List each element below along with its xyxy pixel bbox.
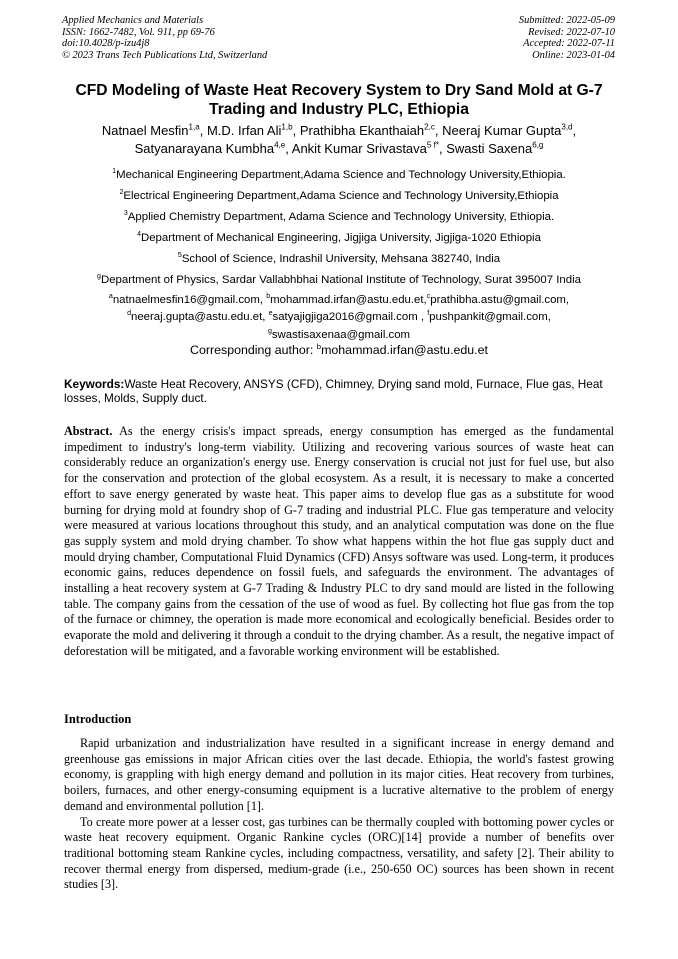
author-affil-marker: 1,a	[188, 122, 200, 132]
email-marker: a	[108, 293, 113, 300]
affiliation-text: Applied Chemistry Department, Adama Science and Technology University, Ethiopia.	[127, 210, 555, 223]
email-line-2	[40, 307, 638, 324]
author-separator: ,	[572, 123, 577, 138]
journal-doi: doi:10.4028/p-izu4j8	[62, 38, 150, 50]
date-revised: Revised: 2022-07-10	[528, 26, 615, 38]
email-marker: f	[427, 310, 430, 318]
journal-info	[62, 15, 267, 61]
email-marker: b	[266, 293, 271, 300]
author-emails	[40, 290, 638, 342]
affiliation-marker: 5	[177, 252, 182, 259]
date-submitted: Submitted: 2022-05-09	[518, 15, 615, 26]
affiliation-marker: 4	[137, 231, 141, 238]
affiliation	[20, 266, 658, 287]
email-g: swastisaxenaa@gmail.com	[271, 328, 411, 341]
affiliation	[20, 182, 658, 203]
title-line-1: CFD Modeling of Waste Heat Recovery System to Dry Sand Mold at G-7	[75, 82, 603, 99]
author-line-1	[40, 122, 638, 140]
corresponding-author	[40, 339, 638, 358]
author-separator: ,	[292, 123, 300, 138]
author-name: Satyanarayana Kumbha	[134, 141, 275, 156]
email-marker: d	[127, 310, 131, 318]
author-affil-marker: 5 f*	[426, 140, 439, 150]
affiliation-list	[20, 161, 658, 287]
affiliation-marker: 1	[112, 168, 117, 175]
affiliation-text: School of Science, Indrashil University, Mehsana 382740, India	[181, 252, 501, 265]
author-affil-marker: 3,d	[561, 122, 573, 132]
introduction-heading: Introduction	[64, 712, 132, 726]
affiliation-marker: g	[97, 273, 101, 280]
author-name: Neeraj Kumar Gupta	[442, 123, 562, 138]
author-affil-marker: 4,e	[274, 140, 286, 150]
email-c: prathibha.astu@gmail.com,	[430, 293, 570, 306]
author-name: Ankit Kumar Srivastava	[291, 141, 427, 156]
affiliation-text: Mechanical Engineering Department,Adama Science and Technology University,Ethiopia.	[116, 168, 566, 181]
corresponding-email: mohammad.irfan@astu.edu.et	[321, 343, 488, 358]
affiliation	[20, 245, 658, 266]
keywords-text: Waste Heat Recovery, ANSYS (CFD), Chimney, Drying sand mold, Furnace, Flue gas, Heat losses, Molds, Supply duct.	[64, 377, 603, 406]
email-marker: g	[267, 327, 272, 335]
journal-name: Applied Mechanics and Materials	[62, 15, 204, 26]
paragraph: To create more power at a lesser cost, gas turbines can be thermally coupled with bottoming power cycles or waste heat recovery equipment. Organic Rankine cycles (ORC)[14] provide a number of benefits over traditional bottoming steam Rankine cycles, including compactness, versatility, and safety [2]. Their ability to recover thermal energy from dispersed, medium-grade (i.e., 250-650 OC) sources has been shown in recent studies [3].	[64, 814, 614, 892]
date-accepted: Accepted: 2022-07-11	[523, 38, 615, 50]
abstract-label: Abstract.	[64, 424, 113, 438]
journal-copyright: © 2023 Trans Tech Publications Ltd, Switzerland	[62, 49, 268, 61]
submission-dates	[519, 15, 615, 61]
title-line-2: Trading and Industry PLC, Ethiopia	[209, 101, 469, 118]
email-marker: e	[268, 310, 273, 318]
author-separator: ,	[434, 123, 443, 138]
author-line-2	[40, 140, 638, 158]
affiliation-marker: 3	[123, 210, 128, 217]
paper-title	[40, 81, 638, 119]
affiliation	[20, 224, 658, 245]
email-a: natnaelmesfin16@gmail.com,	[112, 293, 264, 306]
affiliation-text: Department of Mechanical Engineering, Jigjiga University, Jigjiga-1020 Ethiopia	[140, 231, 541, 244]
author-separator: ,	[285, 141, 292, 156]
author-affil-marker: 6,g	[532, 140, 544, 150]
keywords	[64, 377, 614, 406]
corresponding-label: Corresponding author:	[190, 343, 317, 358]
keywords-label: Keywords:	[64, 377, 125, 391]
affiliation-marker: 2	[119, 189, 124, 196]
date-online: Online: 2023-01-04	[532, 49, 615, 61]
abstract	[64, 424, 614, 660]
author-name: Swasti Saxena	[446, 141, 533, 156]
email-e: satyajigjiga2016@gmail.com ,	[272, 311, 425, 324]
journal-issn: ISSN: 1662-7482, Vol. 911, pp 69-76	[62, 26, 215, 38]
author-affil-marker: 1,b	[281, 122, 293, 132]
affiliation	[20, 203, 658, 224]
affiliation-text: Electrical Engineering Department,Adama Science and Technology University,Ethiopia	[123, 189, 559, 202]
affiliation	[20, 161, 658, 182]
affiliation-text: Department of Physics, Sardar Vallabhbhai National Institute of Technology, Surat 395007 India	[100, 273, 581, 286]
abstract-text: As the energy crisis's impact spreads, energy consumption has emerged as the fundamental impediment to industry's long-term viability. Utilizing and recovering various sources of waste heat can considerably reduce an organization's energy use. Energy conservation is crucial not just for fuel use, but also for the conservation and protection of the global ecosystem. As a result, it is necessary to make a concerted effort to save energy generated by waste heat. This paper aims to develop flue gas as a substitute for wood burning for drying mold at foundry shop of G-7 trading and industrial PLC. Flue gas temperature and velocity were measured at various locations throughout this study, and an analytical computation was done on the flue gas supply system and mold drying chamber. To show what happens within the hot flue gas supply duct and mould drying chamber, Computational Fluid Dynamics (CFD) Ansys software was used. Long-term, it produces economic gains, reduces dependence on fossil fuels, and safeguards the environment. The advantages of installing a heat recovery system at G-7 Trading & Industry PLC to dry sand mould are listed in the following table. The company gains from the cessation of the use of wood as fuel. By collecting hot flue gas from the top of the furnace or chimney, the operation is made more economical and ecologically beneficial. Besides order to evaporate the mold and delivering it through a conduit to the drying chamber. As a result, the negative impact of deforestation will be mitigated, and a favorable working environment will be established.	[64, 424, 615, 658]
email-line-1	[40, 290, 638, 307]
introduction-body	[64, 736, 614, 893]
email-f: pushpankit@gmail.com,	[429, 311, 551, 324]
author-separator: ,	[438, 141, 447, 156]
email-b: mohammad.irfan@astu.edu.et,	[270, 293, 427, 306]
author-list	[40, 122, 638, 158]
paragraph: Rapid urbanization and industrialization have resulted in a significant increase in energy demand and greenhouse gas emissions in major African cities over the last decade. Ethiopia, the world's fastest growing economy, is grappling with high energy demand and pollution in its major cities. Heat recovery from turbines, boilers, furnaces, and other energy-consuming equipment is a lucrative alternative to the problem of energy demand and environmental pollution [1].	[64, 736, 614, 813]
email-marker: c	[426, 293, 431, 300]
author-name: Natnael Mesfin	[101, 123, 189, 138]
author-affil-marker: 2,c	[424, 122, 435, 132]
author-name: M.D. Irfan Ali	[206, 123, 282, 138]
email-d: neeraj.gupta@astu.edu.et,	[131, 311, 266, 324]
author-separator: ,	[199, 123, 207, 138]
author-name: Prathibha Ekanthaiah	[299, 123, 425, 138]
corresponding-marker: b	[316, 342, 322, 351]
